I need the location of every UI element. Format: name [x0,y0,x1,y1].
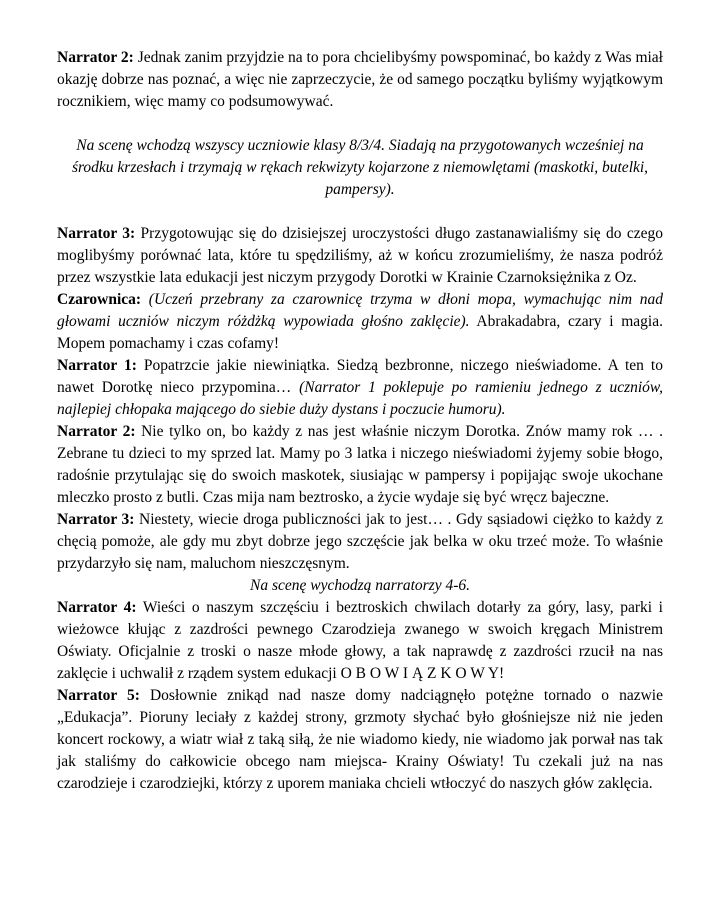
speaker-label: Narrator 2: [57,49,134,66]
paragraph-narrator-3-oz [57,223,663,289]
dialogue-text: Abrakadabra, czary i magia. Mopem pomachamy i czas cofamy! [57,313,663,352]
stage-direction-text: (Uczeń przebrany za czarownicę trzyma w dłoni mopa, wymachując nim nad głowami uczniów niczym różdżką wypowiada głośno zaklęcie). [57,291,663,330]
speaker-label: Narrator 1: [57,357,137,374]
script-document [57,47,663,795]
paragraph-narrator-3-envy [57,509,663,575]
speaker-label: Narrator 5: [57,687,140,704]
stage-direction-text: Na scenę wchodzą wszyscy uczniowie klasy 8/3/4. Siadają na przygotowanych wcześniej na środku krzesłach i trzymają w rękach rekwizyty kojarzone z niemowlętami (maskotki, butelki, pampersy). [71,137,649,198]
stage-direction-students-enter [57,135,663,201]
speaker-label: Narrator 3: [57,511,135,528]
paragraph-narrator-4-minister [57,597,663,685]
dialogue-text: Popatrzcie jakie niewiniątka. Siedzą bezbronne, niczego nieświadome. A ten to nawet Dorotkę nieco przypomina… [57,357,663,396]
paragraph-narrator-2-childhood [57,421,663,509]
paragraph-narrator-2-intro [57,47,663,113]
paragraph-czarownica-spell [57,289,663,355]
speaker-label: Narrator 3: [57,225,136,242]
stage-direction-narrators-enter [57,575,663,597]
speaker-label: Narrator 2: [57,423,136,440]
stage-direction-text: Na scenę wychodzą narratorzy 4-6. [250,577,470,594]
paragraph-narrator-5-tornado [57,685,663,795]
dialogue-text: Wieści o naszym szczęściu i beztroskich chwilach dotarły za góry, lasy, parki i wieżowce kłując z zazdrości pewnego Czarodzieja zwanego w swoich kręgach Ministrem Oświaty. Oficjalnie z troski o nasze młode głowy, a tak naprawdę z zazdrości rzucił na nas zaklęcie i uchwalił z rządem system edukacji O B O W I Ą Z K O W Y! [57,599,663,682]
stage-direction-text: (Narrator 1 poklepuje po ramieniu jednego z uczniów, najlepiej chłopaka mającego do siebie duży dystans i poczucie humoru). [57,379,663,418]
dialogue-text: Przygotowując się do dzisiejszej uroczystości długo zastanawialiśmy się do czego moglibyśmy porównać lata, które tu spędziliśmy, aż w końcu zrozumieliśmy, że nasza podróż przez wszystkie lata edukacji jest niczym przygody Dorotki w Krainie Czarnoksiężnika z Oz. [57,225,663,286]
dialogue-text: Dosłownie znikąd nad nasze domy nadciągnęło potężne tornado o nazwie „Edukacja”. Pioruny leciały z każdej strony, grzmoty słychać było głośniejsze niż nie jeden koncert rockowy, a wiatr wiał z taką siłą, że nie wiadomo kiedy, nie wiadomo jak porwał nas tak jak staliśmy do całkowicie obcego nam miejsca- Krainy Oświaty! Tu czekali już na nas czarodzieje i czarodziejki, którzy z uporem maniaka chcieli wtłoczyć do naszych głów zaklęcia. [57,687,663,792]
dialogue-text: Niestety, wiecie droga publiczności jak to jest… . Gdy sąsiadowi ciężko to każdy z chęcią pomoże, ale gdy mu zbyt dobrze jego szczęście jak belka w oku trzeć może. To właśnie przydarzyło się nam, maluchom nieszczęsnym. [57,511,663,572]
dialogue-text: Nie tylko on, bo każdy z nas jest właśnie niczym Dorotka. Znów mamy rok … . Zebrane tu dzieci to my sprzed lat. Mamy po 3 latka i niczego nieświadomi żyjemy sobie błogo, radośnie przytulając się do swoich maskotek, siusiając w pampersy i popijając swoje ukochane mleczko prosto z butli. Czas mija nam beztrosko, a życie wydaje się być wręcz bajeczne. [57,423,663,506]
paragraph-narrator-1-babies [57,355,663,421]
speaker-label: Czarownica: [57,291,142,308]
dialogue-text: Jednak zanim przyjdzie na to pora chcielibyśmy powspominać, bo każdy z Was miał okazję dobrze nas poznać, a więc nie zaprzeczycie, że od samego początku byliśmy wyjątkowym rocznikiem, więc mamy co podsumowywać. [57,49,663,110]
speaker-label: Narrator 4: [57,599,137,616]
